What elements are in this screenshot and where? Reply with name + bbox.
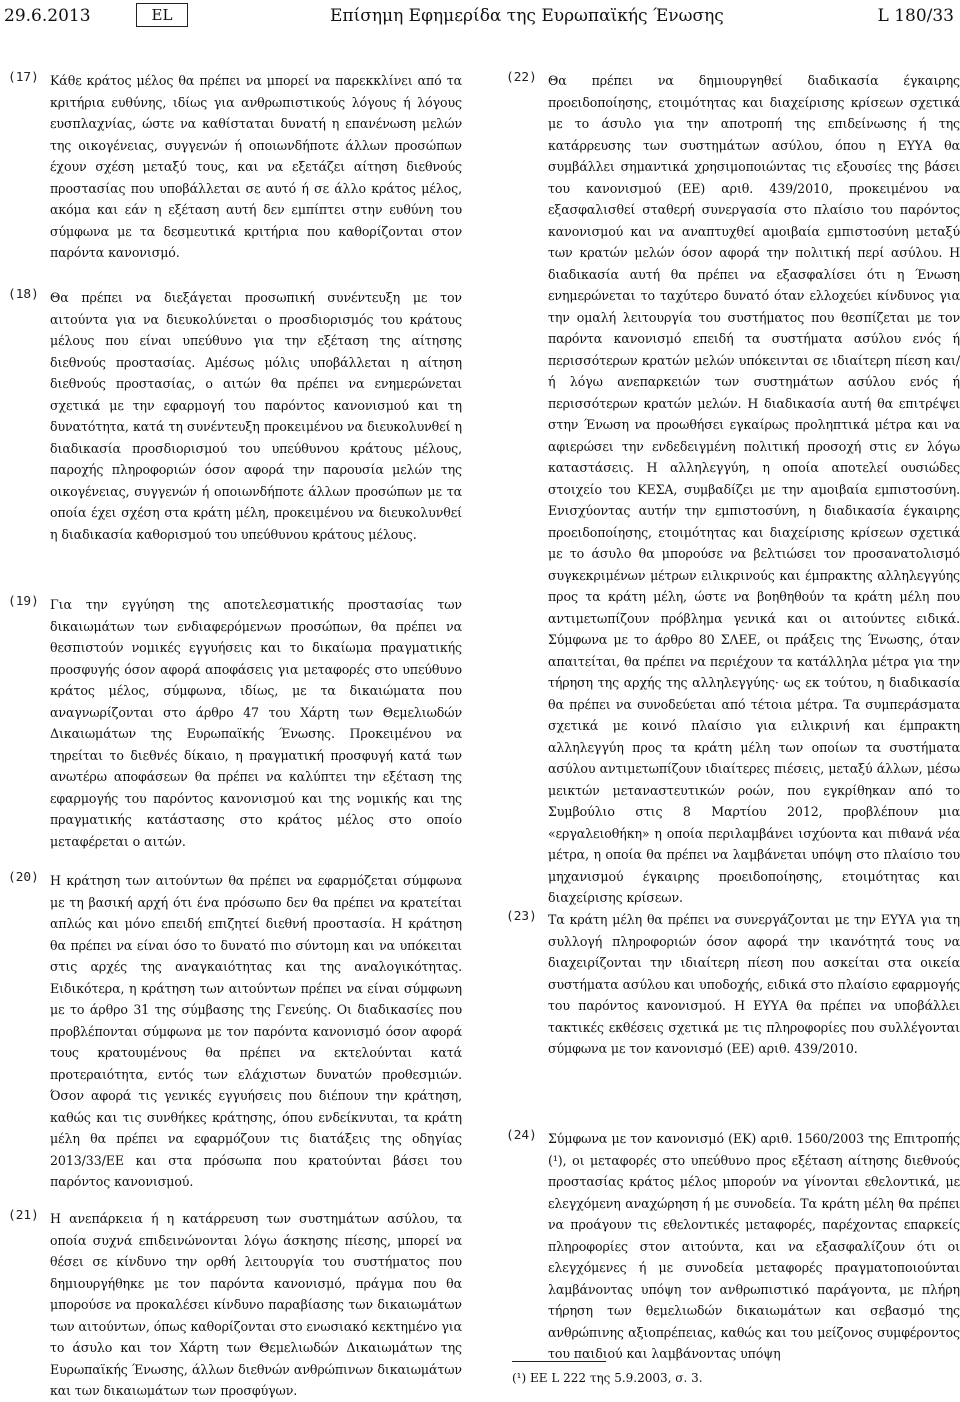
recital-text: Η ανεπάρκεια ή η κατάρρευση των συστημάτων ασύλου, τα οποία συχνά επιδεινώνονται λόγω άσκησης πίεσης, μπορεί να θέσει σε κίνδυνο την ορθή λειτουργία του συστήματος που δημιουργήθηκε με τον παρόντα κανονισμό, πράγμα που θα μπορούσε να προκαλέσει κίνδυνο παραβίασης των δικαιωμάτων των αιτούντων, όπως καθορίζονται στο ενωσιακό κεκτημένο για το άσυλο και τον Χάρτη των Θεμελιωδών Δικαιωμάτων της Ευρωπαϊκής Ένωσης, άλλων διεθνών ανθρώπινων δικαιωμάτων και των δικαιωμάτων των προσφύγων. [50,1211,462,1398]
header-date: 29.6.2013 [4,6,91,26]
recital-number: (22) [506,70,537,85]
recital-number: (24) [506,1128,537,1143]
recital-number: (21) [8,1208,39,1223]
page-header [0,0,960,40]
recital-number: (17) [8,70,39,85]
recital-text: Η κράτηση των αιτούντων θα πρέπει να εφαρμόζεται σύμφωνα με τη βασική αρχή ότι ένα πρόσωπο δεν θα πρέπει να κρατείται απλώς και μόνο επειδή επιζητεί διεθνή προστασία. Η κράτηση θα πρέπει να είναι όσο το δυνατό πιο σύντομη και να υπόκειται στις αρχές της αναγκαιότητας και της αναλογικότητας. Ειδικότερα, η κράτηση των αιτούντων πρέπει να είναι σύμφωνη με το άρθρο 31 της σύμβασης της Γενεύης. Οι διαδικασίες που προβλέπονται σύμφωνα με τον παρόντα κανονισμό όσον αφορά τους κρατουμένους θα πρέπει να εκτελούνται κατά προτεραιότητα, εντός των ελάχιστων δυνατών προθεσμιών. Όσον αφορά τις γενικές εγγυήσεις που διέπουν την κράτηση, καθώς και τις συνθήκες κράτησης, όπου ενδείκνυται, τα κράτη μέλη θα πρέπει να εφαρμόζουν τις διατάξεις της οδηγίας 2013/33/ΕΕ και στα πρόσωπα που κρατούνται βάσει του παρόντος κανονισμού. [50,873,462,1189]
footnote-divider [512,1361,606,1362]
language-badge: EL [136,3,188,27]
recital-text: Τα κράτη μέλη θα πρέπει να συνεργάζονται με την ΕΥΥΑ για τη συλλογή πληροφοριών όσον αφορά την ικανότητά τους να διαχειρίζονται την ιδιαίτερη πίεση που ασκείται στα οικεία συστήματα ασύλου και υποδοχής, ειδικά στο πλαίσιο εφαρμογής του παρόντος κανονισμού. Η ΕΥΥΑ θα πρέπει να υποβάλλει τακτικές εκθέσεις σχετικά με τις πληροφορίες που συλλέγονται σύμφωνα με τον κανονισμό (ΕΕ) αριθ. 439/2010. [548,912,960,1056]
journal-title: Επίσημη Εφημερίδα της Ευρωπαϊκής Ένωσης [330,6,724,26]
page-reference: L 180/33 [877,6,954,26]
recital-number: (18) [8,287,39,302]
recital-text: Σύμφωνα με τον κανονισμό (ΕΚ) αριθ. 1560/2003 της Επιτροπής (¹), οι μεταφορές στο υπεύθυνο προς εξέταση αίτησης διεθνούς προστασίας κράτος μέλος μπορούν να γίνονται εθελοντικά, με ελεγχόμενη αναχώρηση ή με συνοδεία. Τα κράτη μέλη θα πρέπει να προάγουν τις εθελοντικές μεταφορές, παρέχοντας επαρκείς πληροφορίες στον αιτούντα, και να εξασφαλίζουν ότι οι ελεγχόμενες ή με συνοδεία μεταφορές πραγματοποιούνται λαμβάνοντας υπόψη τον ανθρωπιστικό παράγοντα, με πλήρη τήρηση των θεμελιωδών δικαιωμάτων και σεβασμό της ανθρώπινης αξιοπρέπειας, καθώς και του μείζονος συμφέροντος του παιδιού και λαμβάνοντας υπόψη [548,1131,960,1361]
recital-text: Θα πρέπει να διεξάγεται προσωπική συνέντευξη με τον αιτούντα για να διευκολύνεται ο προσδιορισμός του κράτους μέλους που είναι υπεύθυνο για την εξέταση της αίτησης διεθνούς προστασίας. Αμέσως μόλις υποβάλλεται η αίτηση διεθνούς προστασίας, ο αιτών θα πρέπει να ενημερώνεται σχετικά με την εφαρμογή του παρόντος κανονισμού και τη δυνατότητα, κατά τη συνέντευξη προκειμένου να διευκολυνθεί η διαδικασία προσδιορισμού του υπεύθυνου κράτους μέλους, παροχής πληροφοριών όσον αφορά την παρουσία μελών της οικογένειας, συγγενών ή οποιωνδήποτε άλλων προσώπων με τα οποία έχει σχέση στα κράτη μέλη, προκειμένου να διευκολυνθεί η διαδικασία καθορισμού του υπεύθυνου κράτους μέλους. [50,290,462,542]
recital-text: Κάθε κράτος μέλος θα πρέπει να μπορεί να παρεκκλίνει από τα κριτήρια ευθύνης, ιδίως για ανθρωπιστικούς λόγους ή λόγους ευσπλαχνίας, ώστε να καθίσταται δυνατή η επανένωση μελών της οικογένειας, συγγενών ή οποιωνδήποτε άλλων προσώπων έχουν σχέση μεταξύ τους, και να εξετάζει αίτηση διεθνούς προστασίας που υποβάλλεται σε αυτό ή σε άλλο κράτος μέλος, ακόμα και εάν η εξέταση αυτή δεν εμπίπτει στην ευθύνη του σύμφωνα με τα δεσμευτικά κριτήρια που καθορίζονται στον παρόντα κανονισμό. [50,73,462,260]
recital-number: (20) [8,870,39,885]
recital-number: (19) [8,594,39,609]
recital-number: (23) [506,909,537,924]
recital-text: Θα πρέπει να δημιουργηθεί διαδικασία έγκαιρης προειδοποίησης, ετοιμότητας και διαχείρισης κρίσεων σχετικά με το άσυλο για την αποτροπή της επιδείνωσης ή της κατάρρευσης των συστημάτων ασύλου, όπου η ΕΥΥΑ θα συμβάλλει σημαντικά χρησιμοποιώντας τις εξουσίες της βάσει του κανονισμού (ΕΕ) αριθ. 439/2010, προκειμένου να εξασφαλισθεί σταθερή συνεργασία στο πλαίσιο του παρόντος κανονισμού και να αναπτυχθεί αμοιβαία εμπιστοσύνη μεταξύ των κρατών μελών όσον αφορά την πολιτική περί ασύλου. Η διαδικασία αυτή θα πρέπει να εξασφαλίσει ότι η Ένωση ενημερώνεται το ταχύτερο δυνατό όταν ελλοχεύει κίνδυνος για την ομαλή λειτουργία του συστήματος που θεσπίζεται με τον παρόντα κανονισμό επειδή τα συστήματα ασύλου ενός ή περισσότερων κρατών μελών υπόκεινται σε ιδιαίτερη πίεση και/ή λόγω ανεπαρκειών των συστημάτων ασύλου ενός ή περισσότερων κρατών μελών. Η διαδικασία αυτή θα επιτρέψει στην Ένωση να προωθήσει εγκαίρως προληπτικά μέτρα και να αφιερώσει την ενδεδειγμένη πολιτική προσοχή στις εν λόγω καταστάσεις. Η αλληλεγγύη, η οποία αποτελεί ουσιώδες στοιχείο του ΚΕΣΑ, συμβαδίζει με την αμοιβαία εμπιστοσύνη. Ενισχύοντας αυτήν την εμπιστοσύνη, η διαδικασία έγκαιρης προειδοποίησης, ετοιμότητας και διαχείρισης κρίσεων σχετικά με το άσυλο θα μπορούσε να βελτιώσει τον προσανατολισμό συγκεκριμένων μέτρων ειλικρινούς και έμπρακτης αλληλεγγύης προς τα κράτη μέλη, ώστε να βοηθηθούν τα κράτη μέλη που αντιμετωπίζουν πρόβλημα γενικά και οι αιτούντες ειδικά. Σύμφωνα με το άρθρο 80 ΣΛΕΕ, οι πράξεις της Ένωσης, όταν απαιτείται, θα πρέπει να περιέχουν τα κατάλληλα μέτρα για την τήρηση της αρχής της αλληλεγγύης· ως εκ τούτου, η διαδικασία θα πρέπει να συνοδεύεται από τέτοια μέτρα. Τα συμπεράσματα σχετικά με κοινό πλαίσιο για ειλικρινή και έμπρακτη αλληλεγγύη προς τα κράτη μέλη των οποίων τα συστήματα ασύλου αντιμετωπίζουν ιδιαίτερες πιέσεις, μεταξύ άλλων, μέσω μεικτών μεταναστευτικών ροών, που εγκρίθηκαν από το Συμβούλιο στις 8 Μαρτίου 2012, προβλέπουν μια «εργαλειοθήκη» η οποία περιλαμβάνει ισχύοντα και πιθανά νέα μέτρα, η οποία θα πρέπει να λαμβάνεται υπόψη στο πλαίσιο του μηχανισμού έγκαιρης προειδοποίησης, ετοιμότητας και διαχείρισης κρίσεων. [548,73,960,905]
recital-text: Για την εγγύηση της αποτελεσματικής προστασίας των δικαιωμάτων των ενδιαφερόμενων προσώπων, θα πρέπει να θεσπιστούν νομικές εγγυήσεις και το δικαίωμα πραγματικής προσφυγής όσον αφορά αποφάσεις για μεταφορές στο υπεύθυνο κράτος μέλος, σύμφωνα, ιδίως, με τα δικαιώματα που αναγνωρίζονται στο άρθρο 47 του Χάρτη των Θεμελιωδών Δικαιωμάτων της Ευρωπαϊκής Ένωσης. Προκειμένου να τηρείται το διεθνές δίκαιο, η πραγματική προσφυγή κατά των ανωτέρω αποφάσεων θα πρέπει να καλύπτει την εξέταση της εφαρμογής του παρόντος κανονισμού και της νομικής και της πραγματικής κατάστασης στο κράτος μέλος στο οποίο μεταφέρεται ο αιτών. [50,597,462,849]
footnote: (¹) ΕΕ L 222 της 5.9.2003, σ. 3. [512,1371,703,1385]
